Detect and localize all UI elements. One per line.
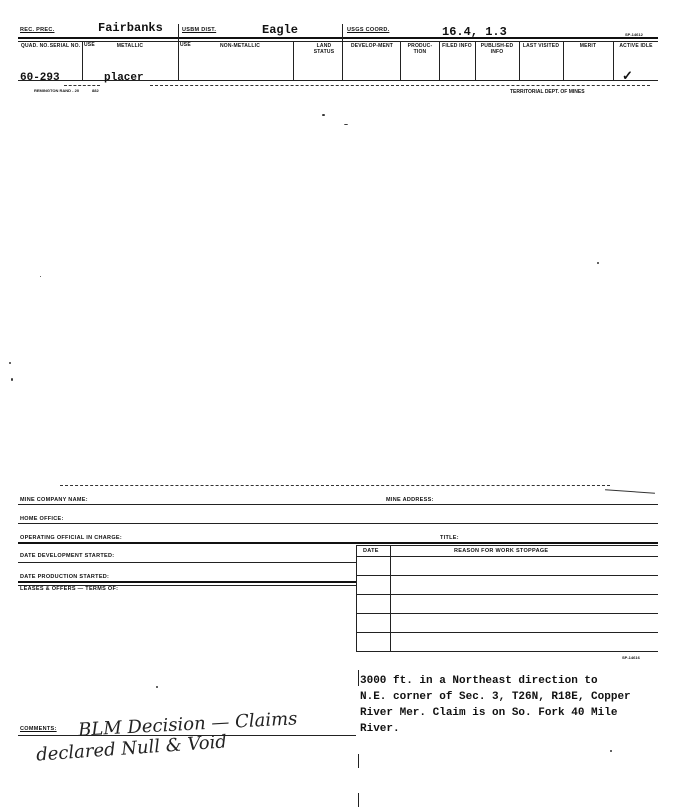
speck — [9, 362, 11, 364]
location-line-2: N.E. corner of Sec. 3, T26N, R18E, Copper — [360, 691, 631, 703]
col-serial-no: SERIAL NO. — [49, 43, 81, 49]
date-production-label: DATE PRODUCTION STARTED: — [20, 574, 110, 580]
form-rule — [18, 562, 356, 563]
usbm-dist-label: USBM DIST. — [182, 27, 217, 33]
location-margin — [358, 793, 359, 807]
col-land-status: LAND STATUS — [313, 43, 335, 55]
record-dash — [150, 85, 650, 86]
form-rule — [18, 504, 658, 505]
location-line-4: River. — [360, 723, 400, 735]
col-divider — [519, 41, 520, 81]
location-margin — [358, 754, 359, 768]
col-published-info: PUBLISH-ED INFO — [480, 43, 514, 55]
speck — [40, 276, 41, 277]
stoppage-rule — [356, 632, 658, 633]
speck — [156, 686, 158, 688]
col-last-visited: LAST VISITED — [522, 43, 560, 49]
mine-address-label: MINE ADDRESS: — [386, 497, 434, 503]
home-office-label: HOME OFFICE: — [20, 516, 64, 522]
col-metallic: METALLIC — [116, 43, 144, 49]
header-rule-2 — [18, 41, 658, 42]
title-label: TITLE: — [440, 535, 459, 541]
col-divider — [178, 24, 179, 81]
usbm-dist-value: Eagle — [262, 23, 299, 37]
col-divider — [82, 41, 83, 81]
speck — [597, 262, 599, 264]
col-use-2: USE — [180, 42, 191, 48]
form-number: SP-14612 — [625, 32, 643, 37]
col-filed-info: FILED INFO — [442, 43, 472, 49]
form-rule — [18, 542, 658, 544]
col-divider — [293, 41, 294, 81]
stoppage-date-header: DATE — [363, 548, 379, 554]
col-active-idle: ACTIVE IDLE — [619, 43, 653, 49]
stoppage-rule — [356, 651, 658, 652]
location-margin — [358, 670, 359, 686]
col-divider — [439, 41, 440, 81]
col-production: PRODUC-TION — [407, 43, 433, 55]
usgs-coord-label: USGS COORD. — [347, 27, 390, 33]
speck — [322, 114, 325, 116]
speck — [610, 750, 612, 752]
tear-dash — [60, 485, 610, 486]
mine-company-name-label: MINE COMPANY NAME: — [20, 497, 88, 503]
operating-official-label: OPERATING OFFICIAL IN CHARGE: — [20, 535, 122, 541]
stoppage-reason-header: REASON FOR WORK STOPPAGE — [454, 548, 549, 554]
printer-code: 882 — [92, 88, 99, 93]
rec-prec-label: REC. PREC. — [20, 27, 55, 33]
col-use-1: USE — [84, 42, 95, 48]
stoppage-divider — [356, 545, 357, 651]
col-non-metallic: NON-METALLIC — [219, 43, 261, 49]
col-divider — [613, 41, 614, 81]
col-merit: MERIT — [579, 43, 597, 49]
location-line-1: 3000 ft. in a Northeast direction to — [360, 675, 598, 687]
record-dash — [64, 85, 100, 86]
speck — [344, 124, 348, 125]
stoppage-rule — [356, 556, 658, 557]
header-rule — [18, 37, 658, 39]
speck — [11, 378, 13, 381]
col-divider — [342, 24, 343, 81]
rec-prec-value: Fairbanks — [98, 21, 163, 35]
comments-handwriting-line1: BLM Decision — Claims — [77, 708, 298, 741]
stoppage-rule — [356, 545, 658, 546]
comments-handwriting-line2: declared Null & Void — [35, 731, 228, 766]
printer-label: REMINGTON RAND - 20 — [34, 88, 80, 93]
record-metallic-value: placer — [104, 72, 144, 84]
stoppage-rule — [356, 594, 658, 595]
active-idle-check-icon: ✓ — [622, 68, 633, 83]
col-quad-no: QUAD. NO. — [20, 43, 50, 49]
record-quad-serial: 60-293 — [20, 72, 60, 84]
col-divider — [400, 41, 401, 81]
stoppage-rule — [356, 613, 658, 614]
col-development: DEVELOP-MENT — [350, 43, 394, 49]
stoppage-rule — [356, 575, 658, 576]
location-line-3: River Mer. Claim is on So. Fork 40 Mile — [360, 707, 618, 719]
col-divider — [475, 41, 476, 81]
form-rule — [18, 523, 658, 524]
department-label: TERRITORIAL DEPT. OF MINES — [510, 89, 585, 95]
leases-offers-label: LEASES & OFFERS — TERMS OF: — [20, 586, 119, 592]
usgs-coord-value: 16.4, 1.3 — [442, 25, 507, 39]
form-number-2: SP-14616 — [622, 655, 640, 660]
col-divider — [563, 41, 564, 81]
comments-label: COMMENTS: — [20, 726, 57, 732]
form-rule — [18, 581, 356, 583]
date-development-label: DATE DEVELOPMENT STARTED: — [20, 553, 115, 559]
stoppage-divider — [390, 545, 391, 651]
tear-stroke — [605, 489, 655, 493]
